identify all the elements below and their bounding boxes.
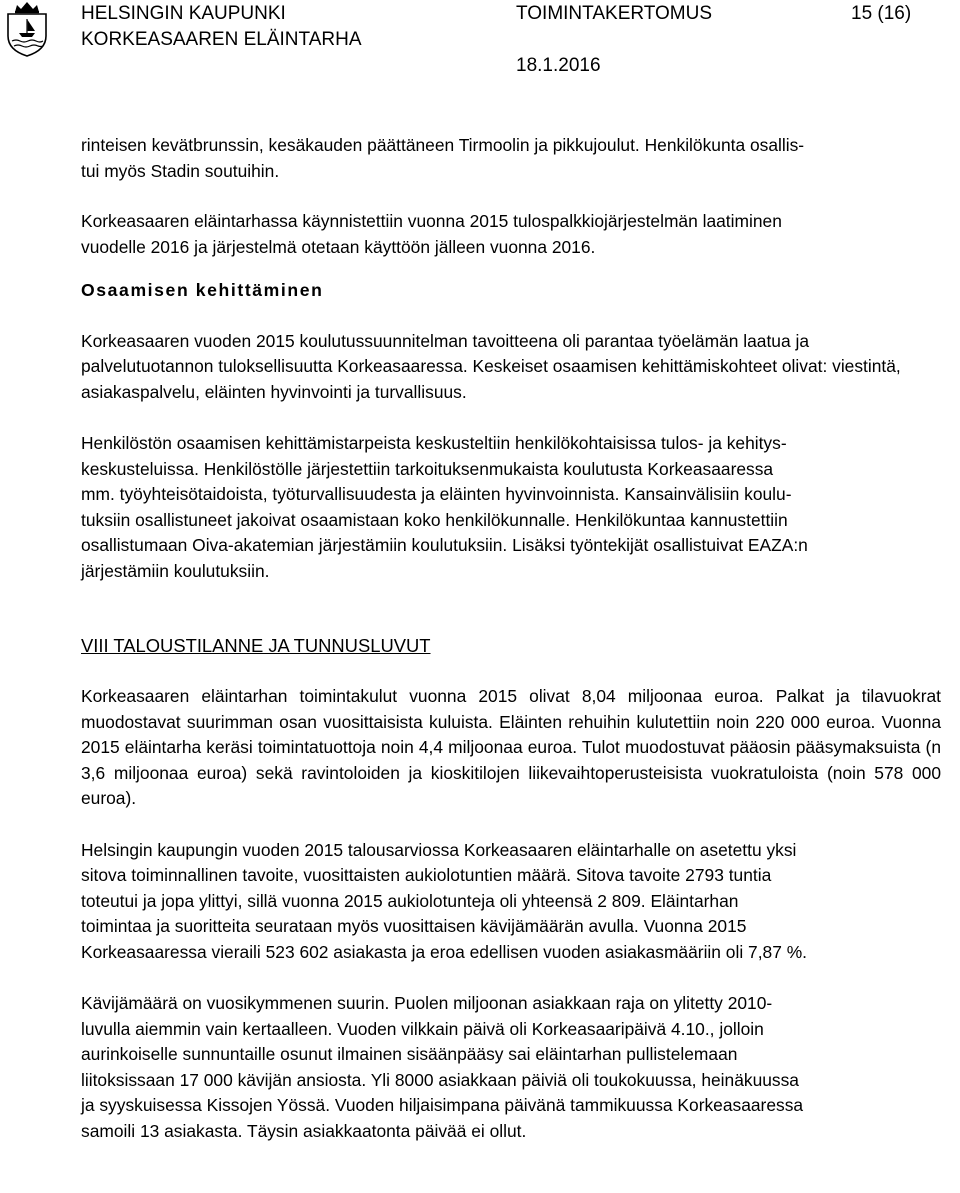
- paragraph: Korkeasaaren eläintarhan toimintakulut vuonna 2015 olivat 8,04 miljoonaa euroa. Palkat ja tilavuokrat muodostavat suurimman osan vuosittaisista kuluista. Eläinten rehuihin kulutettiin noin 220 000 euroa. Vuonna 2015 eläintarha keräsi toimintatuottoja noin 4,4 miljoonaa euroa. Tulot muodostuvat pääosin pääsymaksuista (n 3,6 miljoonaa euroa) sekä ravintoloiden ja kioskitilojen liikevaihtoperusteisista vuokratuloista (noin 578 000 euroa).: [81, 686, 941, 808]
- header-date: 18.1.2016: [516, 55, 601, 76]
- header-unit: KORKEASAAREN ELÄINTARHA: [81, 29, 362, 50]
- header-page-number: 15 (16): [851, 3, 912, 24]
- paragraph: Helsingin kaupungin vuoden 2015 talousarviossa Korkeasaaren eläintarhalle on asetettu yksi sitova toiminnallinen tavoite, vuosittaisten aukiolotuntien määrä. Sitova tavoite 2793 tuntia toteutui ja jopa ylittyi, sillä vuonna 2015 aukiolotunteja oli yhteensä 2 809. Eläintarhan toimintaa ja suoritteita seurataan myös vuosittaisen kävijämäärän avulla. Vuonna 2015 Korkeasaaressa vieraili 523 602 asiakasta ja eroa edellisen vuoden asiakasmääriin oli 7,87 %.: [81, 839, 807, 962]
- paragraph: Kävijämäärä on vuosikymmenen suurin. Puolen miljoonan asiakkaan raja on ylitetty 2010- luvulla aiemmin vain kertaalleen. Vuoden vilkkain päivä oli Korkeasaaripäivä 4.10., jolloin aurinkoiselle sunnuntaille osunut ilmainen sisäänpääsy sai eläintarhan pullistelemaan liitoksissaan 17 000 kävijän ansiosta. Yli 8000 asiakkaan päiviä oli toukokuussa, heinäkuussa ja syyskuisessa Kissojen Yössä. Vuoden hiljaisimpana päivänä tammikuussa Korkeasaaressa samoili 13 asiakasta. Täysin asiakkaatonta päivää ei ollut.: [81, 993, 804, 1141]
- chapter-heading: VIII TALOUSTILANNE JA TUNNUSLUVUT: [81, 635, 431, 656]
- helsinki-crest-icon: [4, 0, 50, 58]
- paragraph: rinteisen kevätbrunssin, kesäkauden päättäneen Tirmoolin ja pikkujoulut. Henkilökunta osallis- tui myös Stadin soutuihin.: [81, 135, 805, 181]
- header-org: HELSINGIN KAUPUNKI: [81, 3, 286, 24]
- paragraph: Korkeasaaren vuoden 2015 koulutussuunnitelman tavoitteena oli parantaa työelämän laatua ja palvelutuotannon tuloksellisuutta Korkeasaaressa. Keskeiset osaamisen kehittämiskohteet olivat: viestintä, asiakaspalvelu, eläinten hyvinvointi ja turvallisuus.: [81, 330, 901, 402]
- header-doc-type: TOIMINTAKERTOMUS: [516, 3, 713, 24]
- document-body: [81, 133, 941, 1144]
- section-heading: Osaamisen kehittäminen: [81, 280, 324, 300]
- paragraph: Henkilöstön osaamisen kehittämistarpeista keskusteltiin henkilökohtaisissa tulos- ja kehitys- keskusteluissa. Henkilöstölle järjestettiin tarkoituksenmukaista koulutusta Korkeasaaressa mm. työyhteisötaidoista, työturvallisuudesta ja eläinten hyvinvoinnista. Kansainvälisiin koulu- tuksiin osallistuneet jakoivat osaamistaan koko henkilökunnalle. Henkilökuntaa kannustettiin osallistumaan Oiva-akatemian järjestämiin koulutuksiin. Lisäksi työntekijät osallistuivat EAZA:n järjestämiin koulutuksiin.: [81, 433, 808, 581]
- paragraph: Korkeasaaren eläintarhassa käynnistettiin vuonna 2015 tulospalkkiojärjestelmän laatiminen vuodelle 2016 ja järjestelmä otetaan käyttöön jälleen vuonna 2016.: [81, 211, 782, 257]
